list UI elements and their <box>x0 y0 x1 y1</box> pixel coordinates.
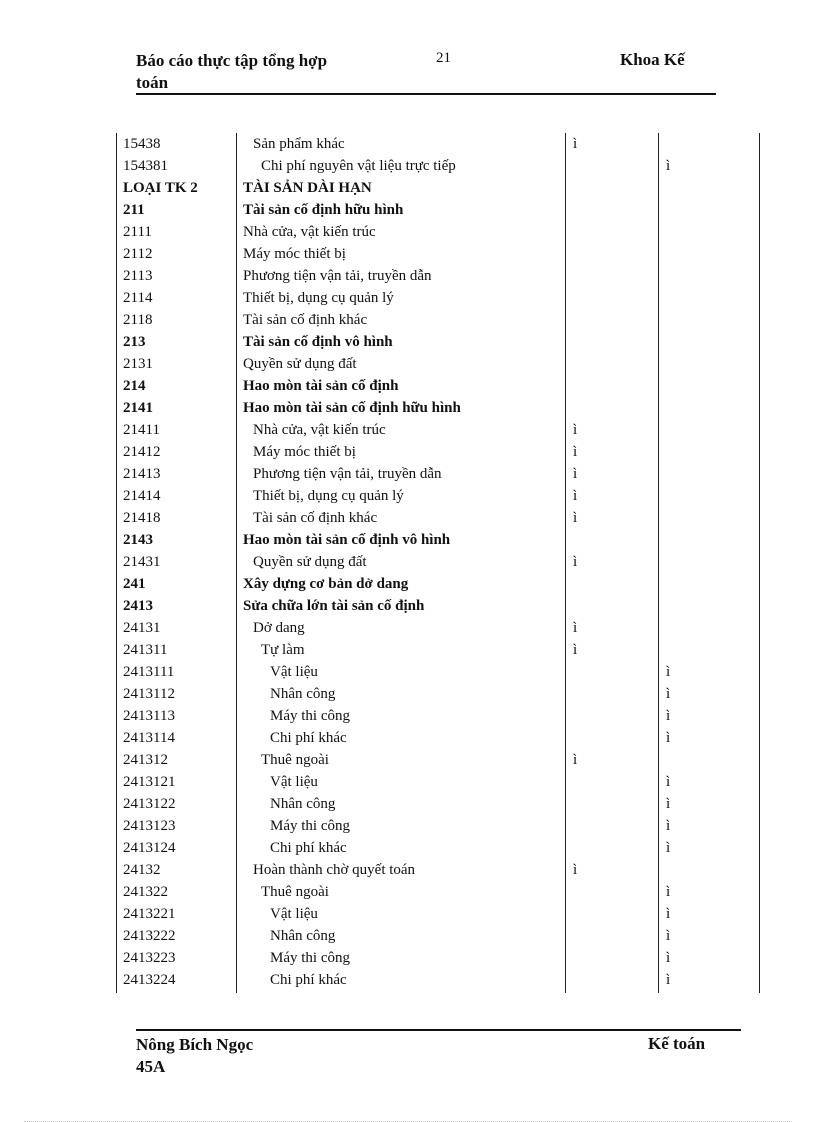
account-name: Nhà cửa, vật kiến trúc <box>243 224 376 240</box>
table-row <box>116 793 760 815</box>
account-code: 2413124 <box>123 840 176 856</box>
account-name: Nhà cửa, vật kiến trúc <box>253 422 386 438</box>
header-title-line1: Báo cáo thực tập tổng hợp <box>136 51 328 70</box>
level2-mark: ì <box>666 972 671 988</box>
account-name: Máy thi công <box>270 818 350 834</box>
level2-mark: ì <box>666 950 671 966</box>
account-code: 2141 <box>123 400 153 416</box>
footer-major: Kế toán <box>648 1034 706 1053</box>
table-row <box>116 309 760 331</box>
level1-mark: ì <box>573 422 578 438</box>
table-row <box>116 727 760 749</box>
account-name: Vật liệu <box>270 906 318 922</box>
level2-mark: ì <box>666 818 671 834</box>
level2-mark: ì <box>666 708 671 724</box>
accounts-table <box>116 133 760 993</box>
account-code: 2118 <box>123 312 153 328</box>
page-number: 21 <box>436 50 451 66</box>
account-name: Nhân công <box>270 796 336 812</box>
account-code: 241311 <box>123 642 168 658</box>
level2-mark: ì <box>666 796 671 812</box>
footer-author-name: Nông Bích Ngọc <box>136 1035 254 1054</box>
account-name: Sản phẩm khác <box>253 136 345 152</box>
account-name: Tài sản cố định hữu hình <box>243 202 404 218</box>
table-row <box>116 947 760 969</box>
table-row <box>116 881 760 903</box>
account-name: TÀI SẢN DÀI HẠN <box>243 180 372 196</box>
account-name: Chi phí khác <box>270 972 347 988</box>
account-name: Thuê ngoài <box>261 752 329 768</box>
account-code: 21418 <box>123 510 161 526</box>
table-row <box>116 749 760 771</box>
account-code: 2413114 <box>123 730 175 746</box>
table-row <box>116 595 760 617</box>
account-code: 2413224 <box>123 972 176 988</box>
table-row <box>116 133 760 155</box>
table-row <box>116 419 760 441</box>
account-name: Tài sản cố định khác <box>243 312 368 328</box>
footer-author <box>136 1034 336 1078</box>
account-name: Phương tiện vận tải, truyền dẫn <box>243 268 432 284</box>
level1-mark: ì <box>573 466 578 482</box>
table-row <box>116 573 760 595</box>
account-code: 2413112 <box>123 686 175 702</box>
table-row <box>116 903 760 925</box>
account-code: 2131 <box>123 356 153 372</box>
account-name: Chi phí nguyên vật liệu trực tiếp <box>261 158 456 174</box>
account-code: 21411 <box>123 422 160 438</box>
page-edge-dotted-line <box>24 1121 792 1122</box>
account-name: Phương tiện vận tải, truyền dẫn <box>253 466 442 482</box>
account-code: 2413222 <box>123 928 176 944</box>
account-code: 24131 <box>123 620 161 636</box>
account-name: Quyền sử dụng đất <box>243 356 357 372</box>
account-code: 2413122 <box>123 796 176 812</box>
level2-mark: ì <box>666 840 671 856</box>
level1-mark: ì <box>573 510 578 526</box>
level1-mark: ì <box>573 642 578 658</box>
account-code: 2413113 <box>123 708 175 724</box>
table-row <box>116 969 760 991</box>
account-code: 2413123 <box>123 818 176 834</box>
account-name: Hao mòn tài sản cố định vô hình <box>243 532 451 548</box>
table-row <box>116 177 760 199</box>
account-name: Quyền sử dụng đất <box>253 554 367 570</box>
account-name: Thuê ngoài <box>261 884 329 900</box>
account-code: 154381 <box>123 158 168 174</box>
account-name: Tài sản cố định khác <box>253 510 378 526</box>
account-name: Sửa chữa lớn tài sản cố định <box>243 598 425 614</box>
table-row <box>116 705 760 727</box>
account-name: Thiết bị, dụng cụ quản lý <box>253 488 404 504</box>
account-name: Tự làm <box>261 642 305 658</box>
level2-mark: ì <box>666 158 671 174</box>
account-name: Dở dang <box>253 620 305 636</box>
table-row <box>116 353 760 375</box>
level1-mark: ì <box>573 620 578 636</box>
level2-mark: ì <box>666 906 671 922</box>
account-code: 2113 <box>123 268 153 284</box>
account-code: 2413 <box>123 598 153 614</box>
account-code: LOẠI TK 2 <box>123 180 198 196</box>
account-code: 213 <box>123 334 146 350</box>
table-row <box>116 639 760 661</box>
account-code: 214 <box>123 378 146 394</box>
account-code: 2114 <box>123 290 153 306</box>
table-row <box>116 199 760 221</box>
account-code: 2413221 <box>123 906 176 922</box>
table-row <box>116 221 760 243</box>
account-name: Nhân công <box>270 686 336 702</box>
account-code: 2112 <box>123 246 153 262</box>
account-code: 24132 <box>123 862 161 878</box>
table-row <box>116 463 760 485</box>
account-code: 2413121 <box>123 774 176 790</box>
header-divider <box>136 93 716 95</box>
table-row <box>116 617 760 639</box>
account-code: 2143 <box>123 532 153 548</box>
footer-author-class: 45A <box>136 1057 166 1076</box>
header-title <box>136 50 396 94</box>
table-row <box>116 661 760 683</box>
account-name: Máy móc thiết bị <box>253 444 356 460</box>
table-row <box>116 155 760 177</box>
account-name: Chi phí khác <box>270 840 347 856</box>
table-row <box>116 815 760 837</box>
table-row <box>116 925 760 947</box>
account-code: 21431 <box>123 554 161 570</box>
table-row <box>116 243 760 265</box>
table-row <box>116 265 760 287</box>
level1-mark: ì <box>573 554 578 570</box>
account-name: Xây dựng cơ bản dở dang <box>243 576 409 592</box>
account-code: 21414 <box>123 488 161 504</box>
table-row <box>116 441 760 463</box>
level1-mark: ì <box>573 136 578 152</box>
account-code: 2413111 <box>123 664 175 680</box>
level2-mark: ì <box>666 664 671 680</box>
footer-divider <box>136 1029 741 1031</box>
account-name: Chi phí khác <box>270 730 347 746</box>
account-code: 21413 <box>123 466 161 482</box>
level2-mark: ì <box>666 884 671 900</box>
account-code: 2413223 <box>123 950 176 966</box>
account-name: Hao mòn tài sản cố định hữu hình <box>243 400 461 416</box>
account-code: 211 <box>123 202 145 218</box>
account-name: Nhân công <box>270 928 336 944</box>
header-title-line2: toán <box>136 73 169 92</box>
table-row <box>116 551 760 573</box>
account-name: Máy thi công <box>270 708 350 724</box>
account-name: Hao mòn tài sản cố định <box>243 378 399 394</box>
account-code: 15438 <box>123 136 161 152</box>
account-name: Vật liệu <box>270 774 318 790</box>
level1-mark: ì <box>573 752 578 768</box>
account-name: Máy móc thiết bị <box>243 246 346 262</box>
account-code: 21412 <box>123 444 161 460</box>
table-row <box>116 837 760 859</box>
level2-mark: ì <box>666 730 671 746</box>
account-name: Máy thi công <box>270 950 350 966</box>
account-code: 241 <box>123 576 146 592</box>
table-row <box>116 859 760 881</box>
table-row <box>116 529 760 551</box>
level2-mark: ì <box>666 774 671 790</box>
level2-mark: ì <box>666 686 671 702</box>
level1-mark: ì <box>573 444 578 460</box>
account-name: Thiết bị, dụng cụ quản lý <box>243 290 394 306</box>
level1-mark: ì <box>573 862 578 878</box>
account-name: Tài sản cố định vô hình <box>243 334 393 350</box>
table-row <box>116 771 760 793</box>
account-name: Hoàn thành chờ quyết toán <box>253 862 416 878</box>
table-row <box>116 375 760 397</box>
account-code: 241312 <box>123 752 168 768</box>
level2-mark: ì <box>666 928 671 944</box>
table-row <box>116 397 760 419</box>
header-department: Khoa Kế <box>620 50 685 69</box>
level1-mark: ì <box>573 488 578 504</box>
account-code: 241322 <box>123 884 168 900</box>
table-row <box>116 683 760 705</box>
account-name: Vật liệu <box>270 664 318 680</box>
table-row <box>116 507 760 529</box>
table-row <box>116 331 760 353</box>
table-row <box>116 287 760 309</box>
table-row <box>116 485 760 507</box>
account-code: 2111 <box>123 224 152 240</box>
